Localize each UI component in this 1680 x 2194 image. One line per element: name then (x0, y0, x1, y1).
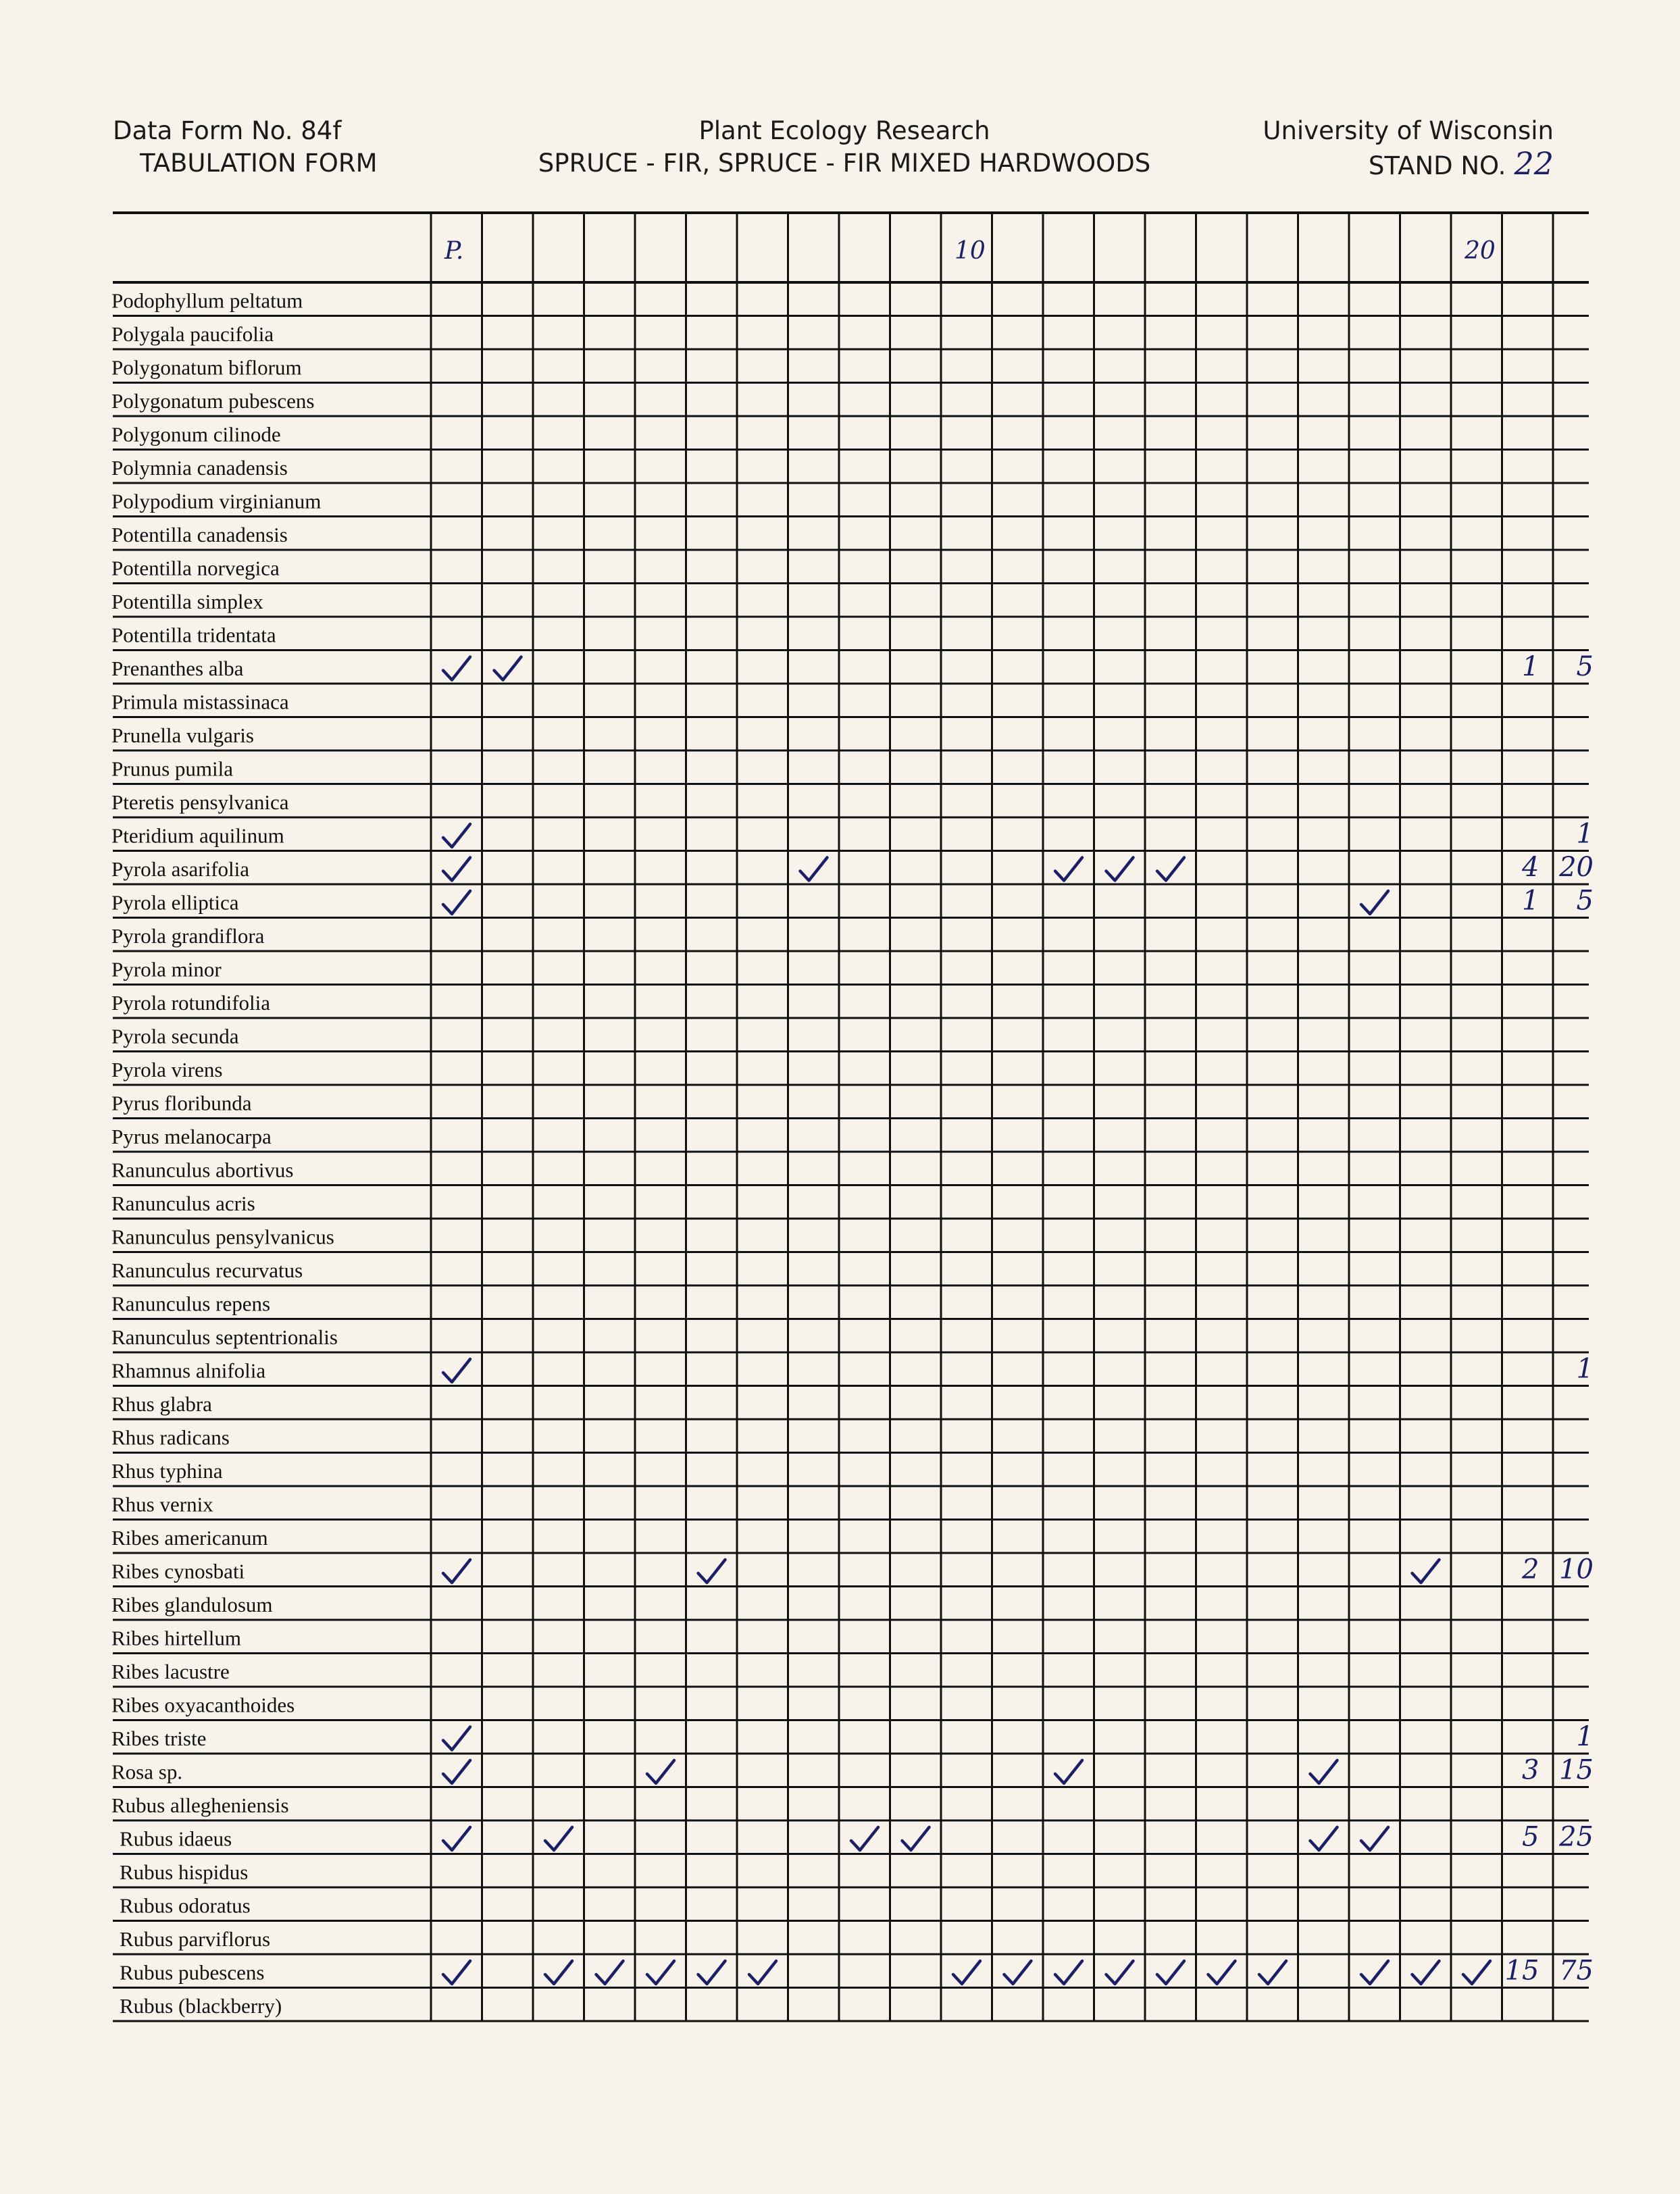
percent-value: 5 (1576, 885, 1594, 917)
check-mark (902, 1827, 930, 1850)
forest-type-title: SPRUCE - FIR, SPRUCE - FIR MIXED HARDWOODS (538, 149, 1151, 178)
species-name: Polygonatum biflorum (111, 355, 302, 380)
species-name: Rubus (blackberry) (120, 1994, 282, 2018)
check-mark (851, 1827, 878, 1850)
check-mark (1157, 858, 1184, 881)
check-mark (1106, 1961, 1134, 1984)
check-mark (698, 1961, 726, 1984)
frequency-value: 2 (1522, 1554, 1539, 1585)
column-mark: 20 (1465, 237, 1496, 265)
species-name: Rubus pubescens (120, 1960, 265, 1985)
species-name: Ribes hirtellum (111, 1626, 242, 1650)
check-mark (443, 1727, 470, 1750)
percent-value: 5 (1576, 651, 1594, 682)
species-name: Pteretis pensylvanica (111, 790, 289, 814)
check-mark (1463, 1961, 1490, 1984)
species-name: Rubus hispidus (120, 1860, 249, 1884)
species-name: Rhamnus alnifolia (111, 1358, 266, 1383)
check-mark (1208, 1961, 1236, 1984)
species-name: Rhus glabra (111, 1392, 212, 1416)
species-name: Pyrola asarifolia (111, 857, 250, 881)
column-mark: 10 (954, 237, 986, 265)
species-name: Ribes cynosbati (111, 1559, 245, 1583)
check-mark (443, 824, 470, 847)
institution-name: Plant Ecology Research (698, 116, 990, 145)
species-name: Prenanthes alba (111, 657, 244, 680)
check-mark (698, 1560, 726, 1583)
species-name: Ribes lacustre (111, 1660, 230, 1683)
form-number: Data Form No. 84f (113, 116, 342, 145)
check-mark (800, 858, 828, 881)
check-mark (1361, 1961, 1388, 1984)
percent-value: 20 (1559, 852, 1594, 883)
check-mark (1361, 1827, 1388, 1850)
species-name: Pyrola rotundifolia (111, 991, 271, 1015)
check-mark (443, 891, 470, 914)
species-name: Ribes glandulosum (111, 1593, 273, 1616)
species-name: Ranunculus acris (111, 1192, 255, 1215)
species-name: Polymnia canadensis (111, 456, 288, 480)
check-mark (1055, 858, 1082, 881)
frequency-value: 15 (1504, 1955, 1539, 1987)
frequency-value: 1 (1522, 885, 1539, 917)
species-name: Pteridium aquilinum (111, 823, 284, 848)
check-mark (749, 1961, 776, 1984)
stand-label: STAND NO. (1368, 151, 1506, 180)
species-name: Potentilla tridentata (111, 623, 276, 647)
species-name: Prunus pumila (111, 757, 233, 781)
percent-value: 1 (1576, 1353, 1594, 1385)
frequency-value: 4 (1522, 852, 1539, 883)
check-mark (443, 1827, 470, 1850)
column-mark: P. (444, 237, 464, 265)
check-mark (545, 1827, 572, 1850)
species-name: Potentilla canadensis (111, 523, 288, 546)
frequency-value: 3 (1522, 1754, 1539, 1786)
check-mark (1310, 1760, 1338, 1783)
species-name: Pyrola secunda (111, 1024, 239, 1048)
species-name: Ribes triste (111, 1727, 207, 1750)
stand-number-value: 22 (1514, 145, 1554, 182)
check-mark (1310, 1827, 1338, 1850)
university-name: University of Wisconsin (1263, 116, 1554, 145)
check-mark (1259, 1961, 1286, 1984)
species-name: Ribes americanum (111, 1526, 268, 1550)
percent-value: 25 (1559, 1821, 1594, 1853)
species-name: Ranunculus pensylvanicus (111, 1225, 334, 1249)
species-name: Pyrus melanocarpa (111, 1125, 272, 1148)
species-name: Ranunculus abortivus (111, 1158, 294, 1182)
species-name: Rhus vernix (111, 1492, 213, 1516)
species-name: Polygonum cilinode (111, 422, 281, 447)
frequency-value: 1 (1522, 651, 1539, 682)
check-mark (443, 858, 470, 881)
percent-value: 1 (1576, 1721, 1594, 1752)
species-name: Pyrola grandiflora (111, 924, 265, 948)
check-mark (1055, 1961, 1082, 1984)
check-mark (1157, 1961, 1184, 1984)
species-name: Rubus parviflorus (120, 1927, 271, 1951)
check-mark (647, 1961, 674, 1984)
species-name: Potentilla simplex (111, 590, 263, 613)
species-name: Rubus odoratus (120, 1893, 251, 1918)
check-mark (443, 1359, 470, 1382)
check-mark (443, 657, 470, 680)
species-name: Ranunculus repens (111, 1292, 271, 1316)
check-mark (953, 1961, 980, 1984)
check-mark (1412, 1961, 1440, 1984)
check-mark (443, 1961, 470, 1984)
check-mark (443, 1760, 470, 1783)
species-name: Potentilla norvegica (111, 556, 280, 580)
check-mark (647, 1760, 674, 1783)
species-name: Polypodium virginianum (111, 489, 322, 513)
species-name: Prunella vulgaris (111, 723, 254, 747)
species-name: Rosa sp. (111, 1760, 183, 1784)
species-name: Primula mistassinaca (111, 690, 289, 714)
species-name: Rubus allegheniensis (111, 1793, 289, 1817)
frequency-value: 5 (1522, 1821, 1539, 1853)
check-mark (1004, 1961, 1032, 1984)
percent-value: 75 (1559, 1955, 1594, 1987)
species-name: Polygala paucifolia (111, 322, 274, 346)
species-name: Pyrola elliptica (111, 890, 239, 915)
percent-value: 10 (1559, 1554, 1594, 1585)
species-name: Pyrus floribunda (111, 1091, 252, 1115)
check-mark (1055, 1760, 1082, 1783)
check-mark (1361, 891, 1388, 914)
species-name: Ranunculus recurvatus (111, 1258, 303, 1282)
check-mark (1412, 1560, 1440, 1583)
species-name: Pyrola virens (111, 1058, 223, 1081)
form-type: TABULATION FORM (140, 149, 378, 178)
percent-value: 15 (1559, 1754, 1594, 1786)
species-name: Rubus idaeus (120, 1827, 232, 1851)
check-mark (1106, 858, 1134, 881)
check-mark (494, 657, 521, 680)
check-mark (596, 1961, 623, 1984)
species-name: Rhus typhina (111, 1459, 223, 1483)
species-name: Ribes oxyacanthoides (111, 1693, 295, 1717)
species-name: Polygonatum pubescens (111, 389, 315, 413)
species-name: Podophyllum peltatum (111, 288, 303, 313)
species-name: Rhus radicans (111, 1425, 230, 1450)
check-mark (545, 1961, 572, 1984)
percent-value: 1 (1576, 818, 1594, 850)
check-mark (443, 1560, 470, 1583)
species-name: Pyrola minor (111, 957, 222, 981)
species-name: Ranunculus septentrionalis (111, 1325, 338, 1349)
